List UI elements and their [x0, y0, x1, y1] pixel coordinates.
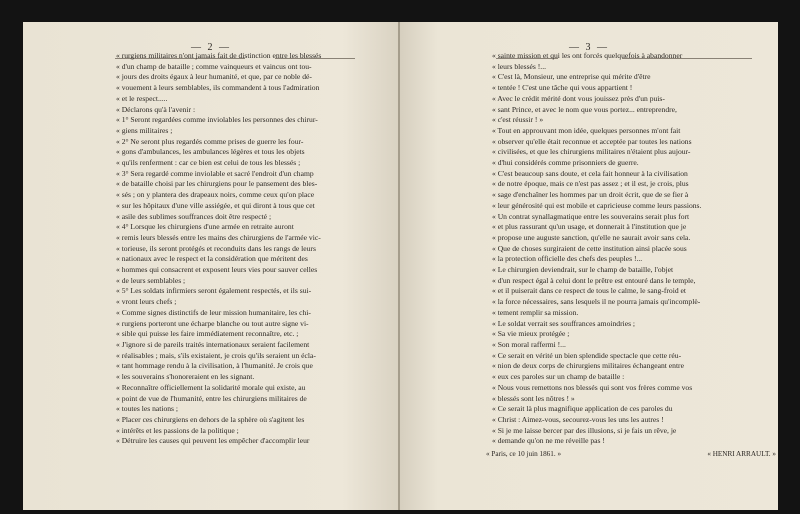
text-line: « 1° Seront regardées comme inviolables les personnes des chirur- — [116, 115, 318, 125]
text-line: « de bataille choisi par les chirurgiens pour le pansement des bles- — [116, 179, 318, 189]
text-line: « 5° Les soldats infirmiers seront également respectés, et ils sui- — [116, 286, 312, 296]
text-line: « C'est beaucoup sans doute, et cela fait honneur à la civilisation — [492, 168, 688, 178]
text-line: « leurs blessés !... — [492, 61, 546, 71]
text-line: « Déclarons qu'à l'avenir : — [116, 104, 196, 114]
text-line: « giens militaires ; — [116, 125, 173, 135]
text-line: « Le chirurgien deviendrait, sur le champ de bataille, l'objet — [492, 265, 674, 275]
text-line: « Tout en approuvant mon idée, quelques personnes m'ont fait — [492, 125, 681, 135]
text-line: « sible qui puisse les faire immédiatement reconnaître, etc. ; — [116, 329, 299, 339]
text-line: « propose une auguste sanction, qu'elle ne saurait avoir sans cela. — [492, 232, 691, 242]
text-line: « Son moral raffermi !... — [492, 339, 566, 349]
left-page — [23, 22, 399, 510]
text-line: « eux ces paroles sur un champ de bataille : — [492, 372, 625, 382]
text-line: « vouement à leurs semblables, ils commandent à tous l'admiration — [116, 83, 320, 93]
page-number: — 3 — — [569, 42, 609, 53]
text-line: « sur les hôpitaux d'une ville assiégée, et qui diront à tous que cet — [116, 200, 315, 210]
text-line: « civilisées, et que les chirurgiens militaires n'étaient plus aujour- — [492, 147, 691, 157]
text-line: « réalisables ; mais, s'ils existaient, je crois qu'ils seraient un écla- — [116, 350, 316, 360]
text-line: « Sa vie mieux protégée ; — [492, 329, 570, 339]
text-line: « demande qu'on ne me réveille pas ! — [492, 436, 605, 446]
text-line: « point de vue de l'humanité, entre les chirurgiens militaires de — [116, 393, 307, 403]
text-line: « Nous vous remettons nos blessés qui sont vos frères comme vos — [492, 382, 693, 392]
text-line: « asile des sublimes souffrances doit être respecté ; — [116, 211, 272, 221]
text-line: « d'un respect égal à celui dont le prêtre est entouré dans le temple, — [492, 275, 696, 285]
text-line: « toutes les nations ; — [116, 404, 179, 414]
text-line: « tant hommage rendu à la civilisation, à l'humanité. Je crois que — [116, 361, 313, 371]
text-line: « et il puiserait dans ce respect de tous le calme, le sang-froid et — [492, 286, 686, 296]
text-line: « c'est réussir ! » — [492, 115, 544, 125]
page-number: — 2 — — [191, 42, 231, 53]
text-line: « Détruire les causes qui peuvent les empêcher d'accomplir leur — [116, 436, 310, 446]
text-line: « leur générosité qui est mobile et capricieuse comme leurs passions. — [492, 200, 702, 210]
text-line: « torieuse, ils seront protégés et reconduits dans les rangs de leurs — [116, 243, 316, 253]
text-line: « Placer ces chirurgiens en dehors de la sphère où s'agitent les — [116, 414, 305, 424]
text-line: « de notre époque, mais ce n'est pas assez ; et il est, je crois, plus — [492, 179, 689, 189]
text-line: « Ce serait là plus magnifique application de ces paroles du — [492, 404, 673, 414]
text-line: « blessés sont les nôtres ! » — [492, 393, 575, 403]
text-line: « Comme signes distinctifs de leur mission humanitaire, les chi- — [116, 307, 311, 317]
text-line: « nationaux avec le respect et la considération que méritent des — [116, 254, 308, 264]
text-line: « sant Prince, et avec le nom que vous portez... entreprendre, — [492, 104, 677, 114]
text-line: « gons d'ambulances, les ambulances légères et tous les objets — [116, 147, 305, 157]
text-line: « et plus rassurant qu'un usage, et donnerait à l'institution que je — [492, 222, 687, 232]
author-signature: « HENRI ARRAULT. » — [707, 450, 776, 458]
text-line: « 2° Ne seront plus regardés comme prises de guerre les four- — [116, 136, 304, 146]
text-line: « intérêts et les passions de la politique ; — [116, 425, 239, 435]
text-line: « 3° Sera regardé comme inviolable et sacré l'endroit d'un champ — [116, 168, 314, 178]
text-line: « rurgiens militaires n'ont jamais fait de distinction entre les blessés — [116, 51, 322, 60]
right-page — [400, 22, 778, 510]
text-line: « J'ignore si de pareils traités internationaux seraient facilement — [116, 339, 310, 349]
text-line: « Avec le crédit mérité dont vous jouissez près d'un puis- — [492, 93, 665, 103]
left-page-text — [116, 51, 374, 447]
text-line: « Si je me laisse bercer par des illusions, si je fais un rêve, je — [492, 425, 677, 435]
text-line: « d'hui considérés comme prisonniers de guerre. — [492, 158, 639, 168]
text-line: « vront leurs chefs ; — [116, 297, 177, 307]
text-line: « sainte mission et qui les ont forcés quelquefois à abandonner — [492, 51, 683, 60]
text-line: « nion de deux corps de chirurgiens militaires échangeant entre — [492, 361, 684, 371]
text-line: « Un contrat synallagmatique entre les souverains serait plus fort — [492, 211, 690, 221]
text-line: « Reconnaître officiellement la solidarité morale qui existe, au — [116, 382, 306, 392]
text-line: « et le respect..... — [116, 93, 168, 103]
text-line: « sage d'enchaîner les hommes par un droit écrit, que de se fier à — [492, 190, 689, 200]
text-line: « jours des droits égaux à leur humanité, et que, par ce noble dé- — [116, 72, 312, 82]
text-line: « d'un champ de bataille ; comme vainqueurs et vaincus ont tou- — [116, 61, 312, 71]
text-line: « hommes qui consacrent et exposent leurs vies pour sauver celles — [116, 265, 318, 275]
place-date: « Paris, ce 10 juin 1861. » — [486, 450, 562, 458]
text-line: « remis leurs blessés entre les mains des chirurgiens de l'armée vic- — [116, 232, 321, 242]
text-line: « de leurs semblables ; — [116, 275, 186, 285]
text-line: « Ce serait en vérité un bien splendide spectacle que cette réu- — [492, 350, 682, 360]
text-line: « observer qu'elle était reconnue et acceptée par toutes les nations — [492, 136, 692, 146]
text-line: « Christ : Aimez-vous, secourez-vous les uns les autres ! — [492, 414, 664, 424]
text-line: « C'est là, Monsieur, une entreprise qui mérite d'être — [492, 72, 651, 82]
right-page-text — [492, 51, 772, 447]
text-line: « tentée ! C'est une tâche qui vous appartient ! — [492, 83, 633, 93]
text-line: « 4° Lorsque les chirurgiens d'une armée en retraite auront — [116, 222, 294, 232]
text-line: « la force nécessaires, sans lesquels il ne pourra jamais qu'incomplè- — [492, 297, 701, 307]
text-line: « tement remplir sa mission. — [492, 307, 579, 317]
text-line: « Le soldat verrait ses souffrances amoindries ; — [492, 318, 636, 328]
text-line: « sés ; on y plantera des drapeaux noirs, comme ceux qu'on place — [116, 190, 315, 200]
text-line: « la protection officielle des chefs des peuples !... — [492, 254, 643, 264]
text-line: « qu'ils renferment : car ce bien est celui de tous les blessés ; — [116, 158, 301, 168]
text-line: « rurgiens porteront une écharpe blanche ou tout autre signe vi- — [116, 318, 309, 328]
text-line: « les souverains s'honoreraient en les signant. — [116, 372, 255, 382]
text-line: « Que de choses surgiraient de cette institution ainsi placée sous — [492, 243, 687, 253]
signature-footer — [486, 450, 776, 458]
